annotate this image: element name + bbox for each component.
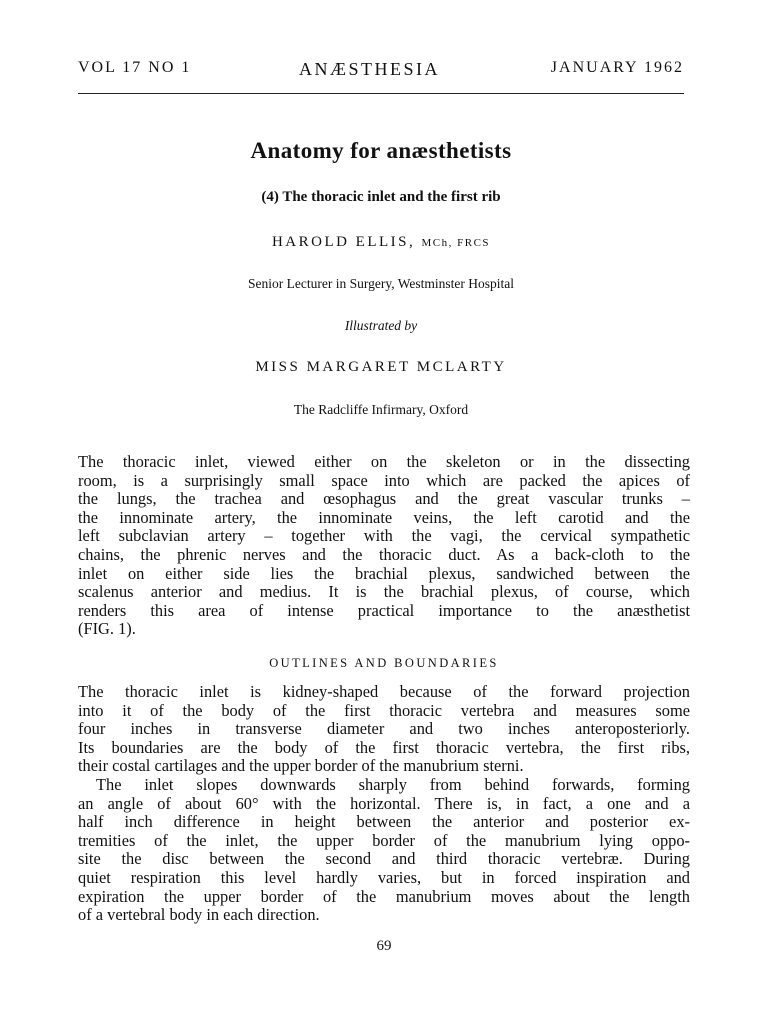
- text-line: The inlet slopes downwards sharply from behind forwards, forming: [96, 774, 690, 794]
- volume-issue: VOL 17 NO 1: [78, 59, 192, 76]
- author-degrees: MCh, FRCS: [421, 237, 491, 249]
- article-subtitle: (4) The thoracic inlet and the first rib: [261, 189, 501, 205]
- text-line: chains, the phrenic nerves and the thoracic duct. As a back-cloth to the: [78, 544, 690, 564]
- text-line: an angle of about 60° with the horizontal. There is, in fact, a one and a: [78, 793, 690, 813]
- illustrator-affiliation: The Radcliffe Infirmary, Oxford: [293, 402, 469, 417]
- header-rule: [78, 93, 684, 94]
- text-line: of a vertebral body in each direction.: [78, 905, 320, 925]
- author-byline: [78, 234, 684, 251]
- text-line: quiet respiration this level hardly varies, but in forced inspiration and: [78, 867, 690, 887]
- text-line: half inch difference in height between the anterior and posterior ex-: [78, 812, 690, 832]
- journal-name: ANÆSTHESIA: [299, 59, 441, 79]
- text-line: left subclavian artery – together with the vagi, the cervical sympathetic: [78, 526, 690, 546]
- running-head: [78, 59, 684, 85]
- boundaries-paragraph: [78, 683, 690, 925]
- illustrated-by-label: Illustrated by: [344, 318, 418, 333]
- text-line: expiration the upper border of the manubrium moves about the length: [78, 886, 690, 906]
- intro-paragraph: [78, 453, 690, 639]
- text-line: their costal cartilages and the upper border of the manubrium sterni.: [78, 756, 524, 776]
- text-line: scalenus anterior and medius. It is the brachial plexus, of course, which: [78, 582, 690, 602]
- text-line: room, is a surprisingly small space into which are packed the apices of: [78, 470, 690, 490]
- issue-date: JANUARY 1962: [550, 59, 684, 76]
- text-line: The thoracic inlet is kidney-shaped because of the forward projection: [78, 682, 690, 701]
- text-line: the lungs, the trachea and œsophagus and the great vascular trunks –: [78, 489, 690, 509]
- text-line: tremities of the inlet, the upper border of the manubrium lying oppo-: [78, 830, 690, 850]
- text-line: the innominate artery, the innominate veins, the left carotid and the: [78, 507, 690, 527]
- text-line: inlet on either side lies the brachial plexus, sandwiched between the: [78, 563, 690, 583]
- text-line: into it of the body of the first thoracic vertebra and measures some: [78, 700, 690, 720]
- author-affiliation: Senior Lecturer in Surgery, Westminster Hospital: [248, 276, 514, 291]
- page-number: 69: [376, 938, 392, 954]
- article-title: Anatomy for anæsthetists: [250, 138, 512, 163]
- text-line: The thoracic inlet, viewed either on the skeleton or in the dissecting: [78, 452, 690, 471]
- author-name: HAROLD ELLIS,: [271, 234, 416, 250]
- text-line: renders this area of intense practical importance to the anæsthetist: [78, 600, 690, 620]
- text-line: (FIG. 1).: [78, 619, 136, 639]
- section-heading: OUTLINES AND BOUNDARIES: [269, 656, 499, 670]
- text-line: site the disc between the second and third thoracic vertebræ. During: [78, 849, 690, 869]
- text-line: four inches in transverse diameter and two inches anteroposteriorly.: [78, 719, 690, 739]
- text-line: Its boundaries are the body of the first thoracic vertebra, the first ribs,: [78, 737, 690, 757]
- illustrator-name: MISS MARGARET MCLARTY: [255, 359, 507, 375]
